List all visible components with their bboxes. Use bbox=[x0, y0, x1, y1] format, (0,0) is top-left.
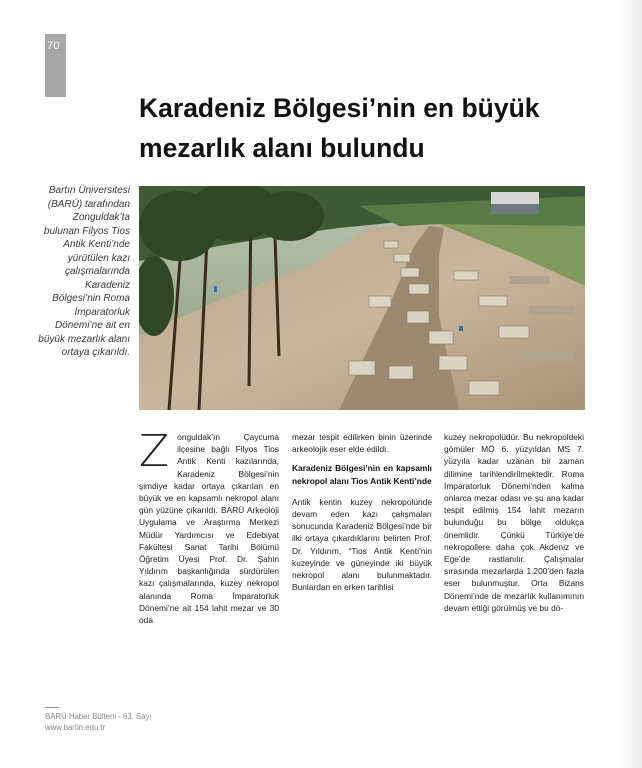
section-subheading: Karadeniz Bölgesi’nin en kapsamlı nekropol alanı Tios Antik Kenti’nde bbox=[292, 463, 432, 486]
article-column-3 bbox=[444, 431, 584, 621]
article-title bbox=[139, 88, 609, 168]
footer-rule bbox=[45, 707, 59, 708]
photo-caption: Bartın Üniversitesi (BARÜ) tarafından Zonguldak’ta bulunan Filyos Tios Antik Kenti’nde yürütülen kazı çalışmalarında Karadeniz Bölgesi’nin Roma İmparatorluk Dönemi’ne ait en büyük mezarlık alanı ortaya çıkarıldı. bbox=[38, 185, 130, 358]
column-2-text-1: mezar tespit edilirken binin üzerinde arkeolojik eser elde edildi. bbox=[292, 432, 432, 455]
footer-publication: BARÜ Haber Bülteni - 63. Sayı bbox=[45, 712, 152, 721]
drop-cap: Z bbox=[139, 426, 170, 477]
title-line-1: Karadeniz Bölgesi’nin en büyük bbox=[139, 93, 540, 123]
page-number: 70 bbox=[47, 40, 60, 52]
column-2-text-2: Antik kentin kuzey nekropolünde devam eden kazı çalışmaları sonucunda Karadeniz Bölgesi’nde bir ilki ortaya çıkardıklarını belirten Prof. Dr. Yıldırım, “Tios Antik Kenti’nin kuzeyinde ve güneyinde iki büyük nekropol alanı bulunmaktadır. Bunlardan en erken tarihlisi bbox=[292, 496, 432, 593]
title-line-2: mezarlık alanı bulundu bbox=[139, 133, 425, 163]
article-column-1 bbox=[139, 426, 279, 633]
excavation-photo bbox=[139, 186, 585, 410]
article-column-2 bbox=[292, 431, 432, 600]
footer-website: www.bartin.edu.tr bbox=[45, 723, 106, 732]
column-1-text: onguldak’ın Çaycuma ilçesine bağlı Filyos Tios Antik Kenti kazılarında, Karadeniz Bölgesi’nin şimdiye kadar ortaya çıkarılan en büyük ve en kapsamlı nekropol alanı gün yüzüne çıkarıldı. BARÜ Arkeoloji Uygulama ve Araştırma Merkezi Müdür Yardımcısı ve Edebiyat Fakültesi Sanat Tarihi Bölümü Öğretim Üyesi Prof. Dr. Şahin Yıldırım başkanlığında sürdürülen kazı çalışmalarında, kuzey nekropol alanında Roma İmparatorluk Dönemi’ne ait 154 lahit mezar ve 30 oda bbox=[139, 432, 279, 626]
page-edge-shadow bbox=[620, 0, 642, 768]
column-3-text: kuzey nekropolüdür. Bu nekropoldeki gömüler MÖ 6. yüzyıldan MS 7. yüzyıla kadar uzanan bir zaman dilimine tarihlendirilmektedir. Roma İmparatorluk Dönemi’nden kalma onlarca mezar odası ve şu ana kadar tespit edilmiş 154 lahit mezarın bulunduğu bu bölge oldukça önemlidir. Çünkü Türkiye’de nekropollere daha çok Akdeniz ve Ege’de rastlanılır. Çalışmalar sırasında mezarlarda 1.200’den fazla eser bulunmuştur. Orta Bizans Dönemi’nde de mezarlık kullanımının devam ettiği görülmüş ve bu dö- bbox=[444, 432, 584, 613]
